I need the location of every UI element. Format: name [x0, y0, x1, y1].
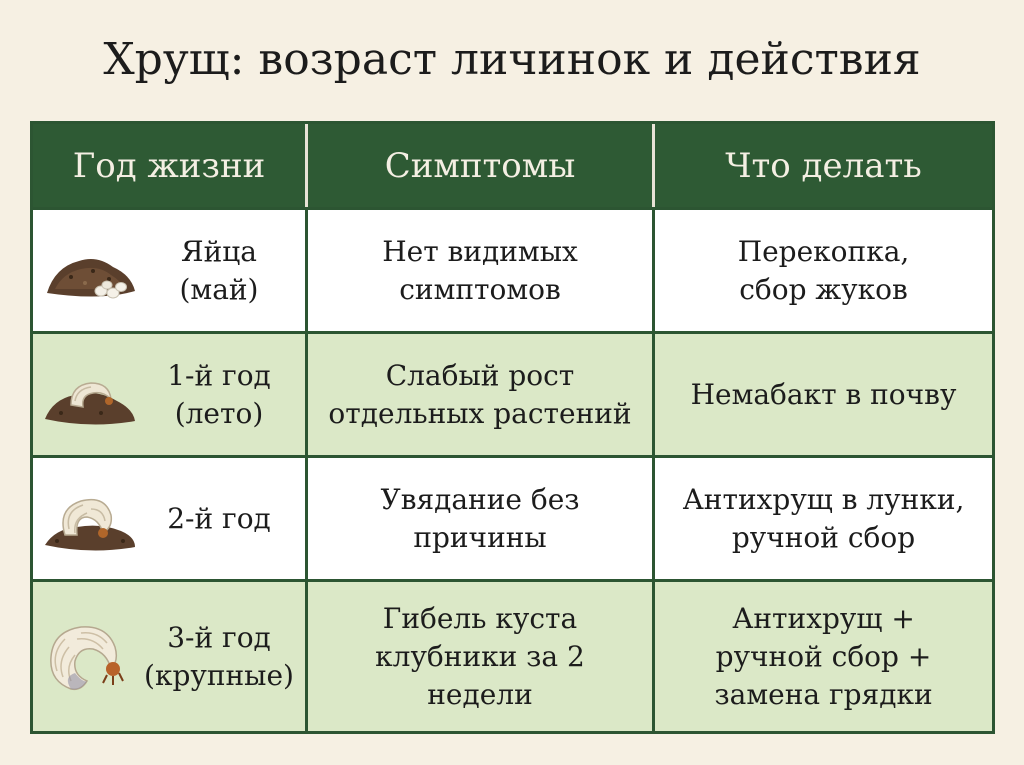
age-label: Яйца (май) [179, 234, 259, 306]
action-cell [652, 334, 992, 455]
page-title: Хрущ: возраст личинок и действия [103, 34, 921, 85]
action-text: Перекопка, сбор жуков [737, 234, 910, 306]
header-age: Год жизни [72, 145, 266, 186]
eggs-in-soil-icon [41, 231, 137, 311]
symptoms-text: Увядание без причины [380, 482, 580, 554]
table-row [33, 455, 992, 579]
age-label: 3-й год (крупные) [144, 620, 294, 692]
action-text: Антихрущ в лунки, ручной сбор [682, 482, 965, 554]
age-cell [33, 582, 305, 731]
table-row [33, 207, 992, 331]
table-header-row [33, 124, 992, 207]
age-cell [33, 334, 305, 455]
symptoms-cell [305, 334, 652, 455]
action-text: Антихрущ + ручной сбор + замена грядки [714, 601, 933, 711]
age-label: 1-й год (лето) [167, 358, 271, 430]
action-cell [652, 210, 992, 331]
symptoms-cell [305, 582, 652, 731]
symptoms-cell [305, 458, 652, 579]
action-cell [652, 582, 992, 731]
age-cell [33, 458, 305, 579]
age-label: 2-й год [167, 501, 271, 535]
small-larva-in-soil-icon [41, 355, 137, 435]
symptoms-cell [305, 210, 652, 331]
table-row [33, 331, 992, 455]
header-actions: Что делать [652, 124, 992, 207]
symptoms-text: Гибель куста клубники за 2 недели [375, 601, 585, 711]
action-cell [652, 458, 992, 579]
symptoms-text: Нет видимых симптомов [382, 234, 578, 306]
medium-larva-in-soil-icon [41, 479, 137, 559]
larva-table [30, 121, 995, 734]
age-cell [33, 210, 305, 331]
header-symptoms: Симптомы [305, 124, 652, 207]
table-row [33, 579, 992, 731]
action-text: Немабакт в почву [690, 377, 957, 411]
symptoms-text: Слабый рост отдельных растений [328, 358, 632, 430]
large-larva-icon [41, 617, 137, 697]
